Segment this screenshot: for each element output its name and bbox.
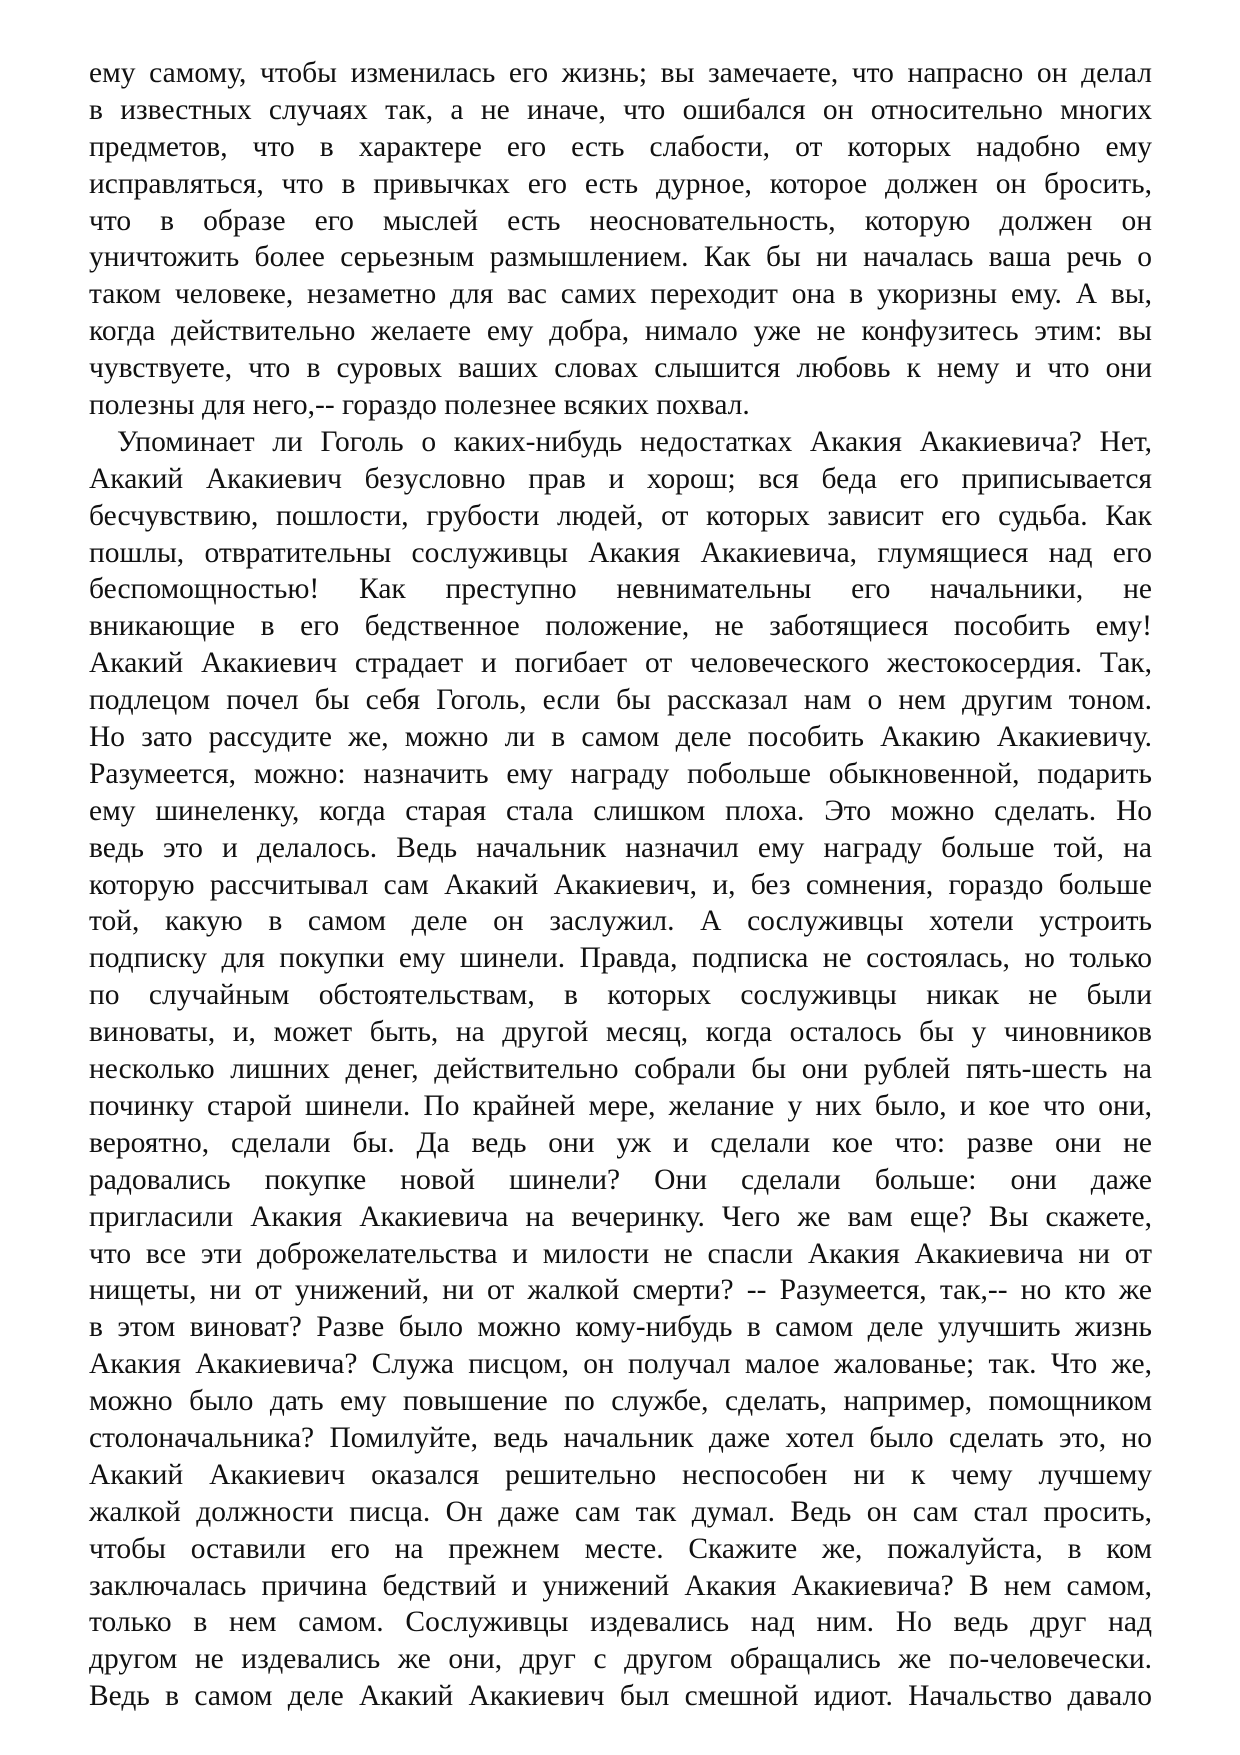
text-line: подписку для покупки ему шинели. Правда, подписка не состоялась, но только	[89, 942, 1152, 975]
text-line: ему самому, чтобы изменилась его жизнь; вы замечаете, что напрасно он делал	[89, 57, 1152, 89]
text-line: уничтожить более серьезным размышлением. Как бы ни началась ваша речь о	[89, 241, 1152, 274]
text-line: Акакий Акакиевич страдает и погибает от человеческого жестокосердия. Так,	[89, 647, 1152, 680]
text-line: исправляться, что в привычках его есть дурное, которое должен он бросить,	[89, 167, 1152, 200]
text-line: починку старой шинели. По крайней мере, желание у них было, и кое что они,	[89, 1089, 1152, 1122]
text-line: Разумеется, можно: назначить ему награду побольше обыкновенной, подарить	[89, 757, 1152, 790]
text-line: Упоминает ли Гоголь о каких-нибудь недостатках Акакия Акакиевича? Нет,	[117, 425, 1152, 458]
text-line: той, какую в самом деле он заслужил. А сослуживцы хотели устроить	[89, 905, 1152, 938]
text-line: несколько лишних денег, действительно собрали бы они рублей пять-шесть на	[89, 1053, 1152, 1086]
text-line: что все эти доброжелательства и милости не спасли Акакия Акакиевича ни от	[89, 1237, 1152, 1270]
text-line: жалкой должности писца. Он даже сам так думал. Ведь он сам стал просить,	[89, 1495, 1152, 1528]
text-line: беспомощностью! Как преступно невнимательны его начальники, не	[89, 573, 1152, 606]
text-line: другом не издевались же они, друг с другом обращались же по-человечески.	[89, 1643, 1152, 1676]
text-line: в известных случаях так, а не иначе, что ошибался он относительно многих	[89, 93, 1152, 126]
text-line: когда действительно желаете ему добра, нимало уже не конфузитесь этим: вы	[89, 315, 1152, 348]
text-line: Ведь в самом деле Акакий Акакиевич был смешной идиот. Начальство давало	[89, 1680, 1152, 1713]
text-line: ему шинеленку, когда старая стала слишком плоха. Это можно сделать. Но	[89, 794, 1152, 827]
text-line: только в нем самом. Сослуживцы издевались над ним. Но ведь друг над	[89, 1606, 1152, 1639]
paragraph	[89, 424, 1152, 1715]
text-line: Акакий Акакиевич безусловно прав и хорош; вся беда его приписывается	[89, 462, 1152, 495]
text-line: пошлы, отвратительны сослуживцы Акакия Акакиевича, глумящиеся над его	[89, 536, 1152, 569]
text-line: чтобы оставили его на прежнем месте. Скажите же, пожалуйста, в ком	[89, 1532, 1152, 1565]
text-line: заключалась причина бедствий и унижений Акакия Акакиевича? В нем самом,	[89, 1569, 1152, 1602]
text-line: столоначальника? Помилуйте, ведь начальник даже хотел было сделать это, но	[89, 1421, 1152, 1454]
text-line: нищеты, ни от унижений, ни от жалкой смерти? -- Разумеется, так,-- но кто же	[89, 1274, 1152, 1307]
text-line: Акакий Акакиевич оказался решительно неспособен ни к чему лучшему	[89, 1458, 1152, 1491]
text-line: что в образе его мыслей есть неосновательность, которую должен он	[89, 204, 1152, 237]
text-line: виноваты, и, может быть, на другой месяц, когда осталось бы у чиновников	[89, 1016, 1152, 1049]
text-line: подлецом почел бы себя Гоголь, если бы рассказал нам о нем другим тоном.	[89, 684, 1152, 717]
text-line: радовались покупке новой шинели? Они сделали больше: они даже	[89, 1163, 1152, 1196]
text-line: чувствуете, что в суровых ваших словах слышится любовь к нему и что они	[89, 352, 1152, 385]
document-body	[89, 55, 1152, 1715]
text-line: пригласили Акакия Акакиевича на вечеринку. Чего же вам еще? Вы скажете,	[89, 1200, 1152, 1233]
text-line: таком человеке, незаметно для вас самих переходит она в укоризны ему. А вы,	[89, 278, 1152, 311]
text-line: по случайным обстоятельствам, в которых сослуживцы никак не были	[89, 979, 1152, 1012]
paragraph	[89, 55, 1152, 424]
document-page	[89, 55, 1152, 1715]
text-line: можно было дать ему повышение по службе, сделать, например, помощником	[89, 1385, 1152, 1418]
text-line: ведь это и делалось. Ведь начальник назначил ему награду больше той, на	[89, 831, 1152, 864]
text-line: предметов, что в характере его есть слабости, от которых надобно ему	[89, 130, 1152, 163]
text-line: в этом виноват? Разве было можно кому-нибудь в самом деле улучшить жизнь	[89, 1311, 1152, 1344]
text-line: Но зато рассудите же, можно ли в самом деле пособить Акакию Акакиевичу.	[89, 721, 1152, 754]
text-line: которую рассчитывал сам Акакий Акакиевич, и, без сомнения, гораздо больше	[89, 868, 1152, 901]
text-line: полезны для него,-- гораздо полезнее всяких похвал.	[89, 389, 750, 422]
text-line: вероятно, сделали бы. Да ведь они уж и сделали кое что: разве они не	[89, 1126, 1152, 1159]
text-line: Акакия Акакиевича? Служа писцом, он получал малое жалованье; так. Что же,	[89, 1348, 1152, 1381]
text-line: бесчувствию, пошлости, грубости людей, от которых зависит его судьба. Как	[89, 499, 1152, 532]
text-line: вникающие в его бедственное положение, не заботящиеся пособить ему!	[89, 610, 1152, 643]
